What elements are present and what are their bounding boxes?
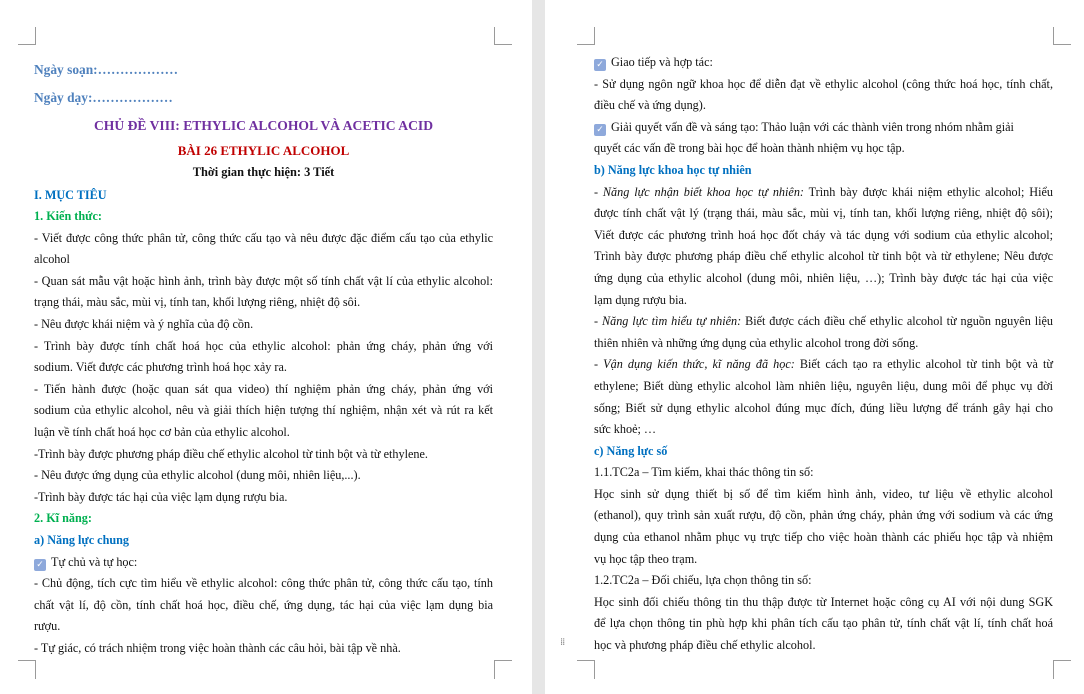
crop-mark	[594, 661, 595, 679]
crop-mark	[1053, 27, 1054, 45]
paragraph-line: luận về tính chất hoá học cơ bản của ethylic alcohol.	[34, 424, 290, 439]
paragraph-line: - Trình bày được tính chất hoá học của ethylic alcohol: phản ứng cháy, phản ứng với	[34, 338, 493, 353]
document-page-left[interactable]	[0, 0, 532, 694]
page-gap	[532, 0, 545, 694]
paragraph-line: thiên nhiên và những ứng dụng của ethylic alcohol trong đời sống.	[594, 335, 919, 350]
paragraph-line: rượu.	[34, 619, 61, 634]
paragraph-line: điều chế và ứng dụng).	[594, 98, 706, 113]
paragraph-line: Học sinh sử dụng thiết bị số để tìm kiếm hình ảnh, video, tư liệu về ethylic alcohol	[594, 486, 1053, 501]
crop-mark	[18, 660, 36, 661]
date-teach: Ngày dạy:………………	[34, 90, 173, 105]
paragraph-line: ứng dụng của ethylic alcohol (dung môi, nhiên liệu, …); Trình bày được tác hại của việc	[594, 270, 1053, 285]
paragraph-line: -Trình bày được phương pháp điều chế ethylic alcohol từ tinh bột và từ ethylene.	[34, 446, 428, 461]
paragraph-line: lạm dụng rượu bia.	[594, 292, 687, 307]
lesson-duration: Thời gian thực hiện: 3 Tiết	[192, 165, 335, 179]
paragraph-line: -Trình bày được tác hại của việc lạm dụng rượu bia.	[34, 489, 288, 504]
checkbox-icon[interactable]: ✓	[594, 124, 606, 136]
checkbox-icon[interactable]: ✓	[594, 59, 606, 71]
paragraph-line: - Chủ động, tích cực tìm hiểu về ethylic alcohol: công thức phân tử, công thức cấu tạo, tính	[34, 576, 493, 591]
section-digital-competence: c) Năng lực số	[594, 443, 668, 458]
paragraph-line: dụng của ethanol nhằm phục vụ trực tiếp cho việc hoàn thành các phiếu học tập và nhiệm	[594, 530, 1053, 545]
paragraph-line: để lựa chọn thông tin phù hợp khi phân tích cấu tạo phân tử, tính chất vật lí, tính chất hoá	[594, 616, 1053, 631]
section-objectives: I. MỤC TIÊU	[34, 188, 107, 202]
section-science-competence: b) Năng lực khoa học tự nhiên	[594, 162, 752, 177]
self-study-title: Tự chủ và tự học:	[51, 554, 138, 569]
paragraph-line: sodium của ethylic alcohol, nêu và giải thích hiện tượng thí nghiệm, nhận xét và rút ra kết	[34, 403, 493, 418]
crop-mark	[1053, 661, 1054, 679]
digital-item-title: 1.2.TC2a – Đối chiếu, lựa chọn thông tin số:	[594, 573, 812, 588]
digital-item-title: 1.1.TC2a – Tìm kiếm, khai thác thông tin số:	[594, 465, 814, 480]
crop-mark	[494, 661, 495, 679]
paragraph-line: sức khoẻ; …	[594, 422, 657, 437]
paragraph-line	[594, 354, 1053, 376]
competence-label: - Năng lực nhận biết khoa học tự nhiên:	[594, 184, 804, 199]
self-study-item	[34, 552, 493, 574]
paragraph-line: chất vật lí, độ cồn, tính chất hoá học, điều chế, ứng dụng, tác hại của việc lạm dụng bia	[34, 597, 493, 612]
paragraph-line: sống; Biết sử dụng ethylic alcohol đúng mục đích, đúng liều lượng để tránh gây hại cho	[594, 400, 1053, 415]
paragraph-line: - Quan sát mẫu vật hoặc hình ảnh, trình bày được một số tính chất vật lí của ethylic alcohol:	[34, 273, 493, 288]
paragraph-line: (ethanol), quy trình sản xuất rượu, độ cồn, phản ứng cháy, phản ứng với sodium và các ứng	[594, 508, 1053, 523]
lesson-title: BÀI 26 ETHYLIC ALCOHOL	[177, 143, 350, 158]
crop-mark	[577, 660, 595, 661]
problem-solving-title: Giải quyết vấn đề và sáng tạo:	[611, 119, 759, 134]
paragraph-line: - Sử dụng ngôn ngữ khoa học để diễn đạt về ethylic alcohol (công thức hoá học, tính chất,	[594, 76, 1053, 91]
topic-title: CHỦ ĐỀ VIII: ETHYLIC ALCOHOL VÀ ACETIC ACID	[93, 118, 434, 133]
paragraph-line: Trình bày được phương pháp điều chế ethylic alcohol từ tinh bột và từ ethylene; Nêu được	[594, 249, 1053, 264]
crop-mark	[35, 27, 36, 45]
paragraph-line: sodium. Viết được các phương trình hoá học xảy ra.	[34, 360, 287, 375]
paragraph-line: Viết được các phương trình hoá học đốt cháy và tác dụng với sodium của ethylic alcohol;	[594, 227, 1053, 242]
crop-mark	[494, 44, 512, 45]
crop-mark	[18, 44, 36, 45]
paragraph-line: quyết các vấn đề trong bài học để hoàn thành nhiệm vụ học tập.	[594, 141, 905, 156]
page-body	[34, 56, 493, 659]
document-page-right[interactable]	[545, 0, 1084, 694]
paragraph-line: trạng thái, màu sắc, mùi vị, tính tan, khối lượng riêng, nhiệt độ sôi.	[34, 295, 361, 310]
date-prepare: Ngày soạn:………………	[34, 62, 178, 77]
paragraph-line: học và phương pháp điều chế ethylic alcohol.	[594, 638, 816, 653]
section-general-competence: a) Năng lực chung	[34, 532, 130, 547]
paragraph-line: - Tự giác, có trách nhiệm trong việc hoàn thành các câu hỏi, bài tập về nhà.	[34, 640, 401, 655]
drag-handle-icon[interactable]: ⁞⁞	[560, 637, 565, 648]
paragraph-text: Biết được cách điều chế ethylic alcohol từ nguồn nguyên liệu	[741, 314, 1053, 329]
paragraph-line: - Nêu được khái niệm và ý nghĩa của độ cồn.	[34, 316, 254, 331]
paragraph-line: - Tiến hành được (hoặc quan sát qua video) thí nghiệm phản ứng cháy, phản ứng với	[34, 381, 493, 396]
crop-mark	[1053, 660, 1071, 661]
checkbox-icon[interactable]: ✓	[34, 559, 46, 571]
page-body	[594, 52, 1053, 657]
paragraph-line: alcohol	[34, 252, 70, 267]
problem-solving-item	[594, 117, 1053, 139]
section-knowledge: 1. Kiến thức:	[34, 209, 102, 223]
paragraph-line: Học sinh đối chiếu thông tin thu thập được từ Internet hoặc công cụ AI với nội dung SGK	[594, 594, 1053, 609]
paragraph-text: Biết cách tạo ra ethylic alcohol từ tinh bột và từ	[794, 357, 1053, 372]
paragraph-line: - Nêu được ứng dụng của ethylic alcohol (dung môi, nhiên liệu,...).	[34, 468, 361, 483]
paragraph-line	[594, 311, 1053, 333]
communication-title: Giao tiếp và hợp tác:	[611, 55, 713, 69]
paragraph-text: Thảo luận với các thành viên trong nhóm nhằm giải	[758, 119, 1014, 134]
crop-mark	[1053, 44, 1071, 45]
paragraph-text: Trình bày được khái niệm ethylic alcohol; Hiểu	[803, 184, 1053, 199]
crop-mark	[35, 661, 36, 679]
paragraph-line	[594, 182, 1053, 204]
section-skills: 2. Kĩ năng:	[34, 511, 92, 526]
paragraph-line: được tính chất vật lý (trạng thái, màu sắc, mùi vị, tính tan, khối lượng riêng, nhiệt độ sôi);	[594, 206, 1053, 221]
crop-mark	[577, 44, 595, 45]
competence-label: - Vận dụng kiến thức, kĩ năng đã học:	[594, 357, 795, 372]
communication-item	[594, 52, 1053, 74]
paragraph-line: ethylene; Biết dùng ethylic alcohol làm nhiên liệu, nguyên liệu, dung môi để phục vụ đời	[594, 378, 1053, 393]
competence-label: - Năng lực tìm hiểu tự nhiên:	[594, 314, 742, 329]
crop-mark	[494, 27, 495, 45]
crop-mark	[594, 27, 595, 45]
crop-mark	[494, 660, 512, 661]
paragraph-line: - Viết được công thức phân tử, công thức cấu tạo và nêu được đặc điểm cấu tạo của ethylic	[34, 230, 493, 245]
paragraph-line: vụ học tập theo trạm.	[594, 551, 698, 566]
